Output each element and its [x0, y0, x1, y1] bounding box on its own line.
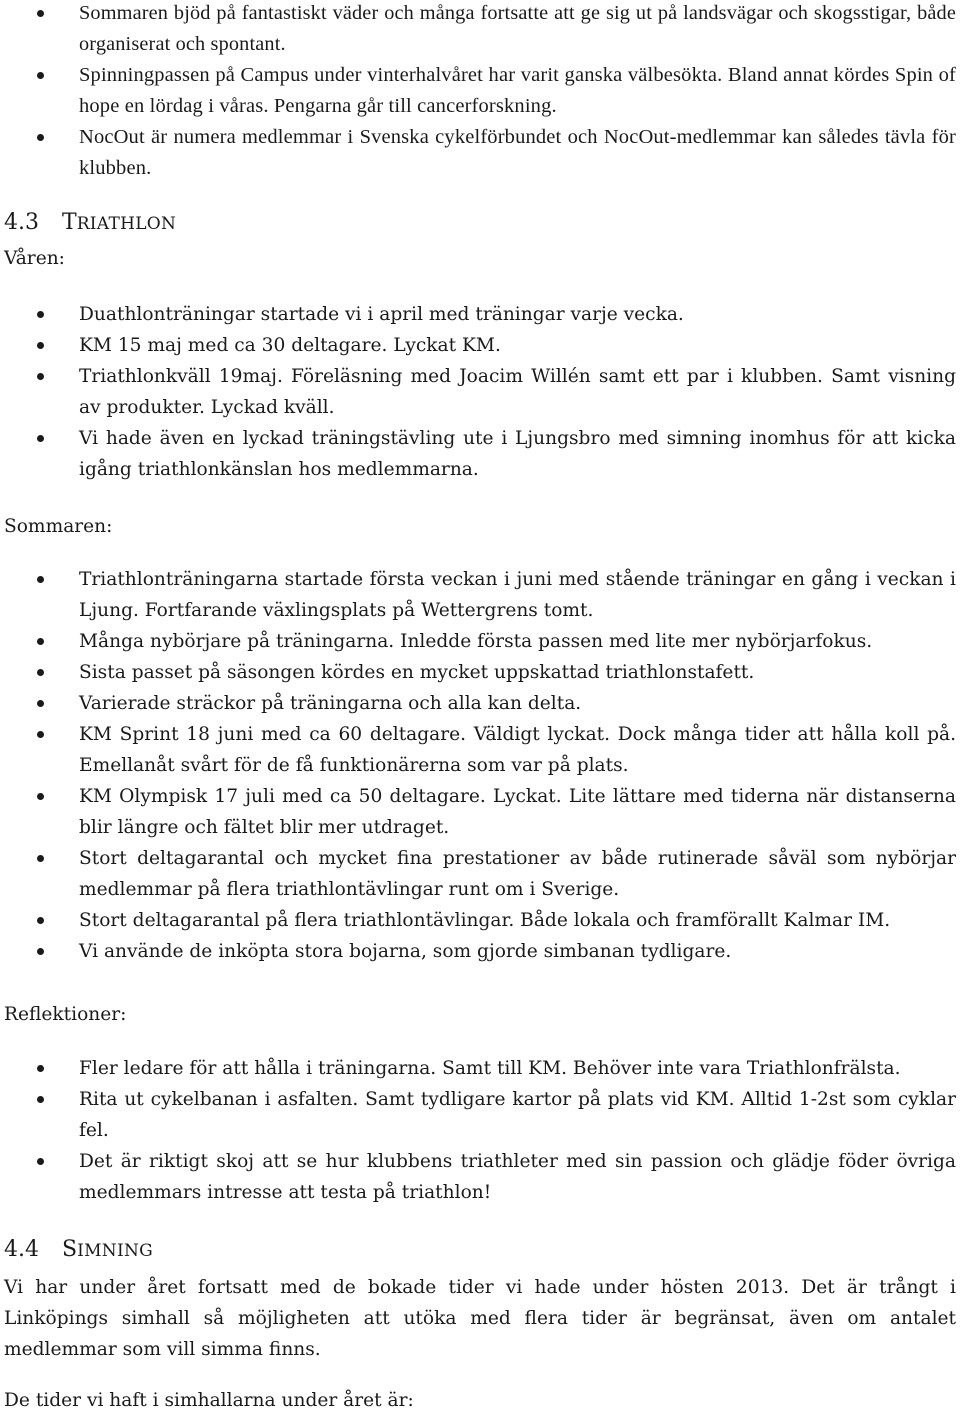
section-title-rest: RIATHLON	[76, 214, 177, 234]
list-item: Det är riktigt skoj att se hur klubbens triathleter med sin passion och glädje föder övriga medlemmars intresse att testa på triathlon!	[0, 1146, 960, 1208]
bullet-icon	[37, 72, 44, 79]
bullet-icon	[37, 435, 44, 442]
list-item: Spinningpassen på Campus under vinterhalvåret har varit ganska välbesökta. Bland annat kördes Spin of hope en lördag i våras. Pengarna går till cancerforskning.	[0, 60, 960, 122]
bullet-icon	[37, 134, 44, 141]
list-item: Fler ledare för att hålla i träningarna. Samt till KM. Behöver inte vara Triathlonfrälsta.	[0, 1053, 960, 1084]
bullet-icon	[37, 948, 44, 955]
bullet-icon	[37, 10, 44, 17]
list-item: Triathlonträningarna startade första veckan i juni med stående träningar en gång i veckan i Ljung. Fortfarande växlingsplats på Wettergrens tomt.	[0, 564, 960, 626]
section-number: 4.3	[4, 210, 39, 235]
section-title-rest: IMNING	[77, 1241, 154, 1261]
simning-tider-label: De tider vi haft i simhallarna under året är:	[4, 1390, 414, 1411]
list-item: Sommaren bjöd på fantastiskt väder och många fortsatte att ge sig ut på landsvägar och skogsstigar, både organiserat och spontant.	[0, 0, 960, 60]
sommaren-label: Sommaren:	[4, 516, 113, 537]
bullet-icon	[37, 638, 44, 645]
list-item: Stort deltagarantal och mycket fina prestationer av både rutinerade såväl som nybörjar medlemmar på flera triathlontävlingar runt om i Sverige.	[0, 843, 960, 905]
list-item: KM Olympisk 17 juli med ca 50 deltagare. Lyckat. Lite lättare med tiderna när distanserna blir längre och fältet blir mer utdraget.	[0, 781, 960, 843]
list-item: NocOut är numera medlemmar i Svenska cykelförbundet och NocOut-medlemmar kan således tävla för klubben.	[0, 122, 960, 184]
simning-paragraph: Vi har under året fortsatt med de bokade tider vi hade under hösten 2013. Det är trångt i Linköpings simhall så möjligheten att utöka med flera tider är begränsat, även om antalet medlemmar som vill simma finns.	[4, 1277, 956, 1360]
list-item: Vi använde de inköpta stora bojarna, som gjorde simbanan tydligare.	[0, 936, 960, 967]
intro-bullet-list	[0, 0, 960, 184]
bullet-icon	[37, 700, 44, 707]
section-heading-simning	[4, 1237, 153, 1262]
bullet-icon	[37, 342, 44, 349]
list-item: Duathlonträningar startade vi i april med träningar varje vecka.	[0, 299, 960, 330]
list-item: Triathlonkväll 19maj. Föreläsning med Joacim Willén samt ett par i klubben. Samt visning av produkter. Lyckad kväll.	[0, 361, 960, 423]
bullet-icon	[37, 1158, 44, 1165]
list-item: KM 15 maj med ca 30 deltagare. Lyckat KM.	[0, 330, 960, 361]
bullet-icon	[37, 793, 44, 800]
bullet-icon	[37, 576, 44, 583]
varen-bullet-list	[0, 299, 960, 485]
list-item: Sista passet på säsongen kördes en mycket uppskattad triathlonstafett.	[0, 657, 960, 688]
varen-label: Våren:	[4, 248, 65, 269]
section-heading-triathlon	[4, 210, 176, 235]
reflektioner-label: Reflektioner:	[4, 1004, 127, 1025]
bullet-icon	[37, 311, 44, 318]
list-item: Rita ut cykelbanan i asfalten. Samt tydligare kartor på plats vid KM. Alltid 1-2st som cyklar fel.	[0, 1084, 960, 1146]
bullet-icon	[37, 669, 44, 676]
sommaren-bullet-list	[0, 564, 960, 967]
section-title-initial: T	[62, 210, 77, 235]
bullet-icon	[37, 1096, 44, 1103]
reflektioner-bullet-list	[0, 1053, 960, 1208]
bullet-icon	[37, 917, 44, 924]
list-item: Vi hade även en lyckad träningstävling ute i Ljungsbro med simning inomhus för att kicka igång triathlonkänslan hos medlemmarna.	[0, 423, 960, 485]
bullet-icon	[37, 855, 44, 862]
bullet-icon	[37, 1065, 44, 1072]
section-title-initial: S	[62, 1237, 78, 1262]
section-number: 4.4	[4, 1237, 39, 1262]
list-item: Stort deltagarantal på flera triathlontävlingar. Både lokala och framförallt Kalmar IM.	[0, 905, 960, 936]
bullet-icon	[37, 373, 44, 380]
bullet-icon	[37, 731, 44, 738]
list-item: KM Sprint 18 juni med ca 60 deltagare. Väldigt lyckat. Dock många tider att hålla koll på. Emellanåt svårt för de få funktionärerna som var på plats.	[0, 719, 960, 781]
list-item: Varierade sträckor på träningarna och alla kan delta.	[0, 688, 960, 719]
list-item: Många nybörjare på träningarna. Inledde första passen med lite mer nybörjarfokus.	[0, 626, 960, 657]
